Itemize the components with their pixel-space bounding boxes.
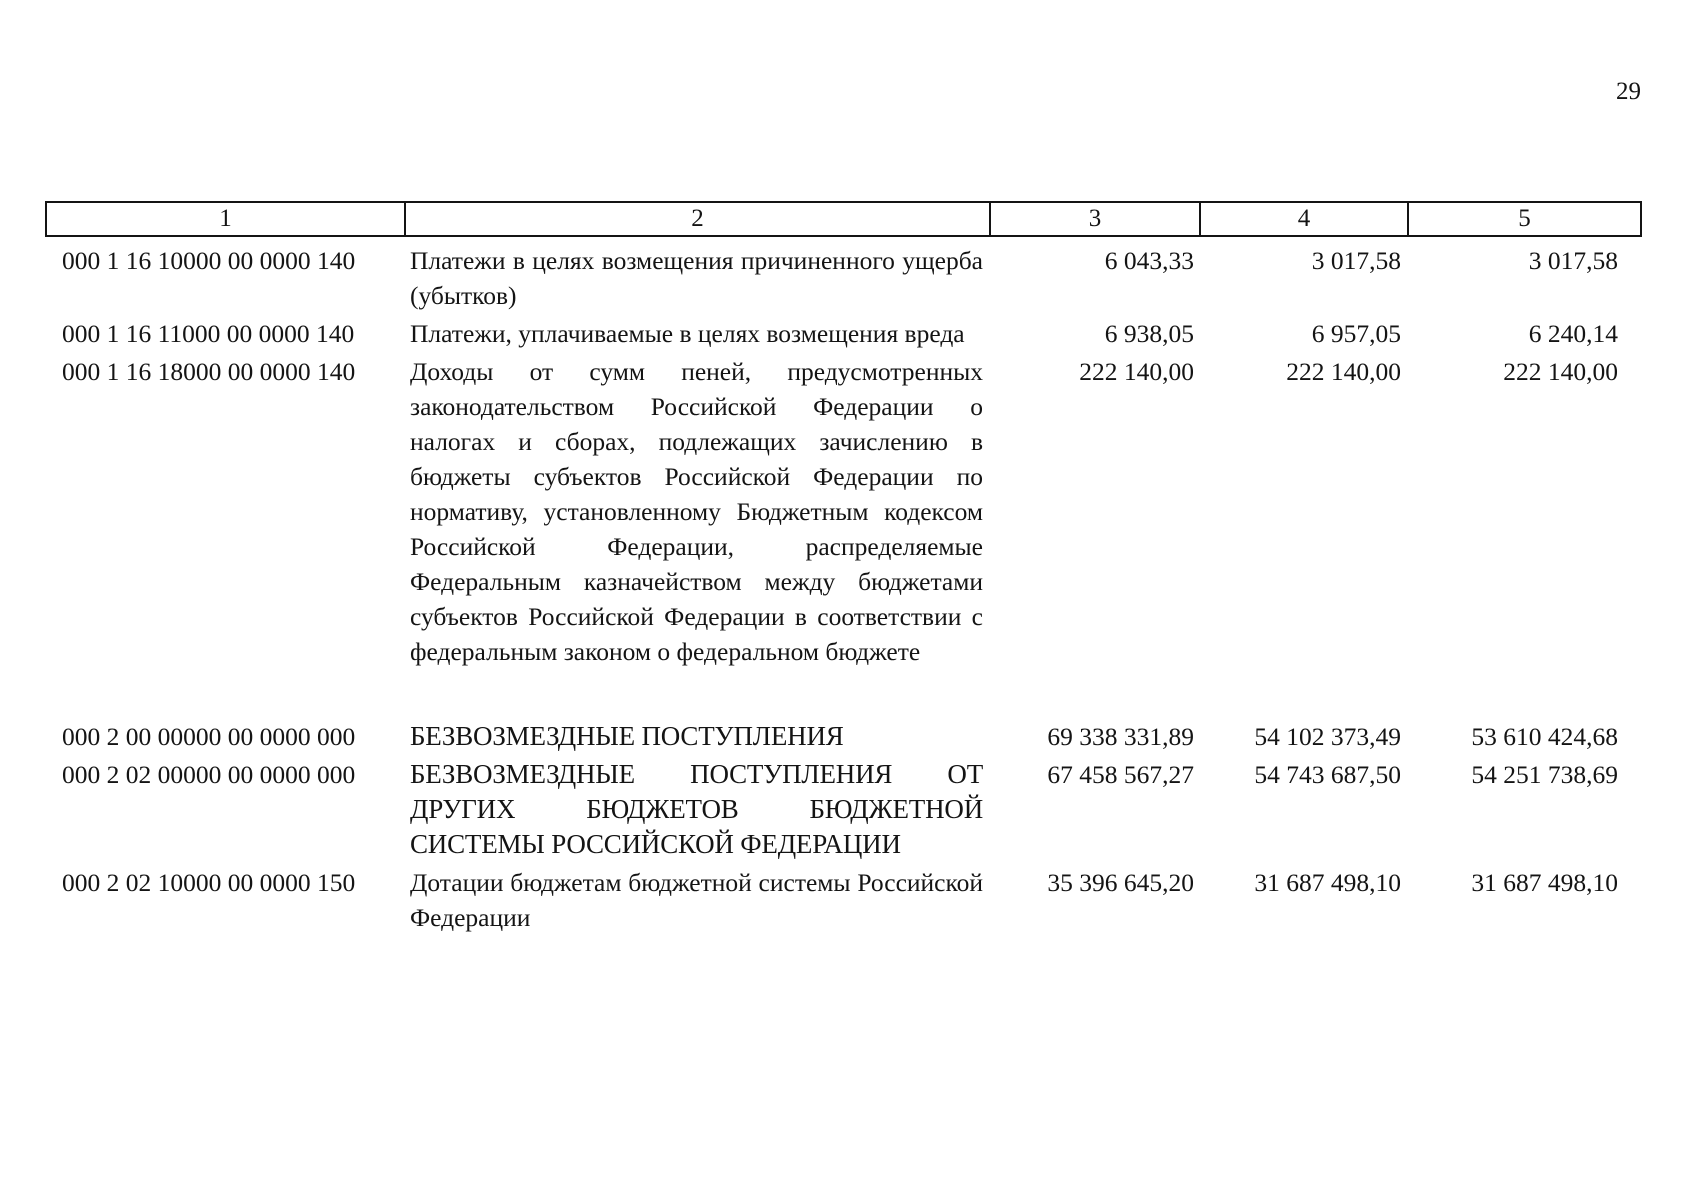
row-code: 000 2 02 00000 00 0000 000 (62, 760, 356, 789)
row-value-5: 3 017,58 (1528, 246, 1618, 275)
row-value-3: 6 938,05 (1104, 319, 1194, 348)
header-col-2: 2 (406, 203, 991, 235)
row-code: 000 2 02 10000 00 0000 150 (62, 868, 356, 897)
row-value-5: 54 251 738,69 (1471, 760, 1618, 789)
row-code: 000 2 00 00000 00 0000 000 (62, 722, 356, 751)
table-body (45, 243, 1642, 935)
header-col-4: 4 (1201, 203, 1409, 235)
row-name: Доходы от сумм пеней, предусмотренных законодательством Российской Федерации о налогах и сборах, подлежащих зачислению в бюджеты субъектов Российской Федерации по нормативу, установленному Бюджетным кодексом Российской Федерации, распределяемые Федеральным казначейством между бюджетами субъектов Российской Федерации в соответствии с федеральным законом о федеральном бюджете (410, 357, 983, 666)
row-name: Дотации бюджетам бюджетной системы Российской Федерации (410, 868, 983, 932)
row-value-4: 54 102 373,49 (1254, 722, 1401, 751)
row-value-3: 67 458 567,27 (1047, 760, 1194, 789)
row-value-4: 54 743 687,50 (1254, 760, 1401, 789)
row-code: 000 1 16 11000 00 0000 140 (62, 319, 355, 348)
row-name: БЕЗВОЗМЕЗДНЫЕ ПОСТУПЛЕНИЯ ОТ ДРУГИХ БЮДЖЕТОВ БЮДЖЕТНОЙ СИСТЕМЫ РОССИЙСКОЙ ФЕДЕРАЦИИ (410, 759, 983, 859)
table-header (45, 201, 1642, 237)
row-value-4: 222 140,00 (1286, 357, 1401, 386)
table-row (45, 316, 1642, 351)
table-row (45, 719, 1642, 754)
row-value-3: 69 338 331,89 (1047, 722, 1194, 751)
header-col-1: 1 (47, 203, 406, 235)
row-code: 000 1 16 10000 00 0000 140 (62, 246, 356, 275)
table-row (45, 757, 1642, 862)
row-code: 000 1 16 18000 00 0000 140 (62, 357, 356, 386)
row-name: Платежи в целях возмещения причиненного ущерба (убытков) (410, 246, 983, 310)
header-col-3: 3 (991, 203, 1201, 235)
page-number: 29 (1616, 78, 1641, 105)
row-name: БЕЗВОЗМЕЗДНЫЕ ПОСТУПЛЕНИЯ (410, 721, 844, 751)
table-row (45, 354, 1642, 669)
row-value-4: 31 687 498,10 (1254, 868, 1401, 897)
row-value-3: 35 396 645,20 (1047, 868, 1194, 897)
row-value-3: 222 140,00 (1079, 357, 1194, 386)
row-value-3: 6 043,33 (1104, 246, 1194, 275)
row-name: Платежи, уплачиваемые в целях возмещения вреда (410, 319, 965, 348)
row-value-5: 53 610 424,68 (1471, 722, 1618, 751)
table-row (45, 865, 1642, 935)
row-value-5: 6 240,14 (1528, 319, 1618, 348)
row-value-4: 3 017,58 (1311, 246, 1401, 275)
row-value-5: 222 140,00 (1503, 357, 1618, 386)
table-row (45, 243, 1642, 313)
header-col-5: 5 (1518, 205, 1531, 232)
row-value-4: 6 957,05 (1311, 319, 1401, 348)
row-value-5: 31 687 498,10 (1471, 868, 1618, 897)
